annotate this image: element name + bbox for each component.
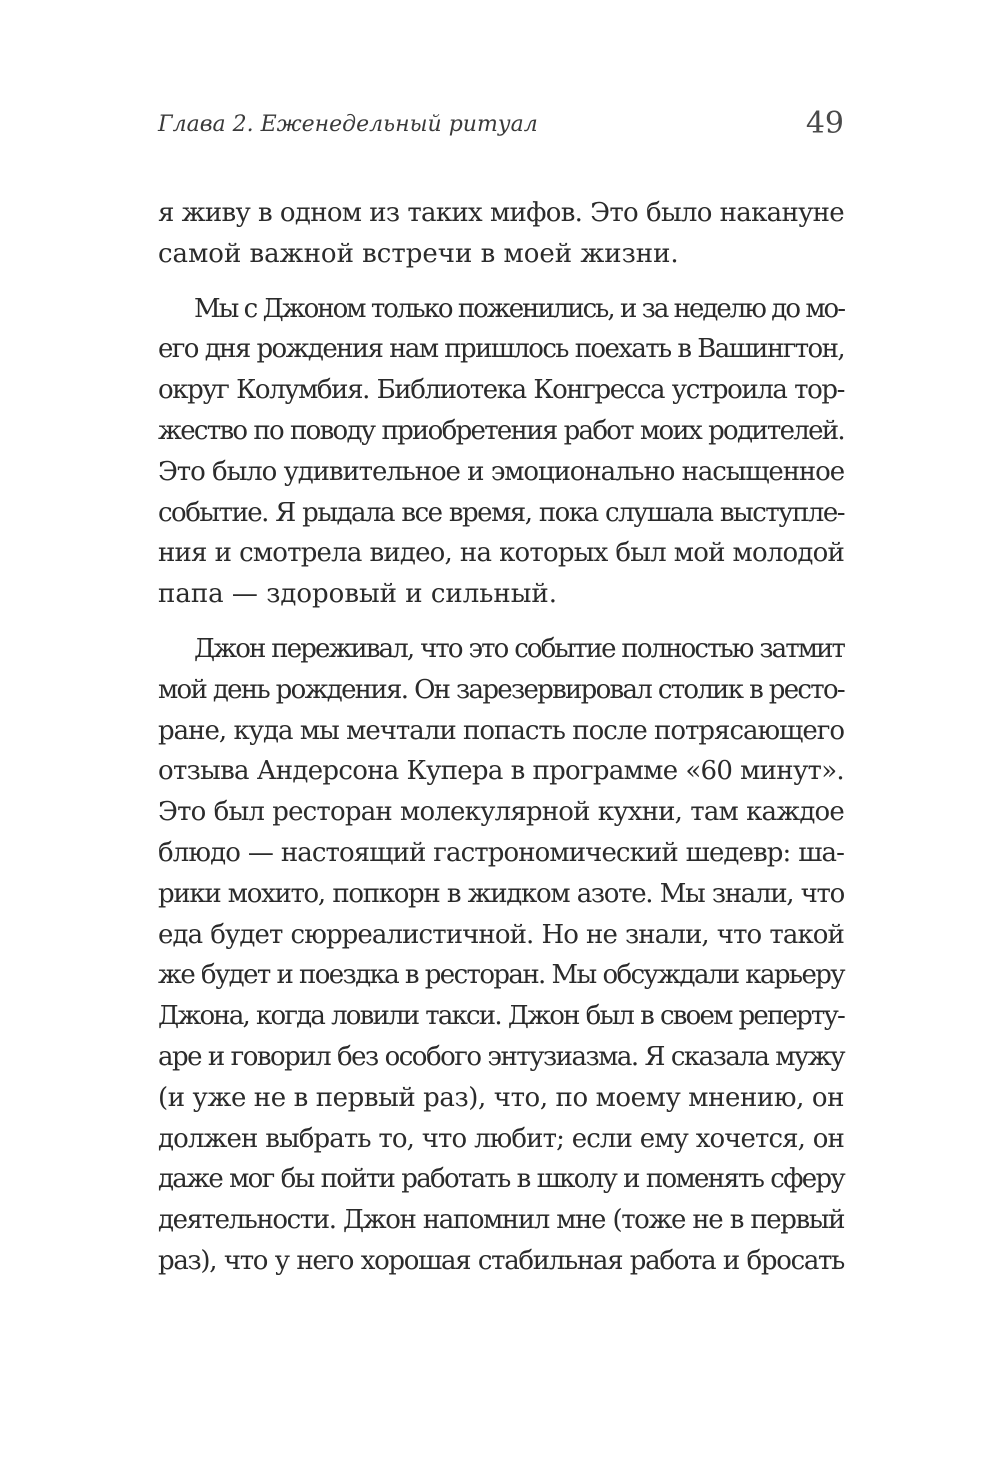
text-line: его дня рождения нам пришлось поехать в Вашингтон,	[158, 334, 844, 365]
text-line: блюдо — настоящий гастрономический шедевр: ша-	[158, 837, 844, 868]
text-line: деятельности. Джон напомнил мне (тоже не в первый	[158, 1205, 844, 1236]
running-head: Глава 2. Еженедельный ритуал	[158, 112, 538, 137]
text-line: Джона, когда ловили такси. Джон был в своем реперту-	[158, 1001, 844, 1032]
text-line: рики мохито, попкорн в жидком азоте. Мы знали, что	[158, 878, 844, 909]
text-line: же будет и поездка в ресторан. Мы обсуждали карьеру	[158, 960, 844, 991]
paragraph	[158, 629, 844, 1282]
text-line: самой важной встречи в моей жизни.	[158, 238, 679, 269]
page-number: 49	[805, 106, 844, 141]
text-line: Это было удивительное и эмоционально насыщенное	[158, 456, 844, 487]
text-line: событие. Я рыдала все время, пока слушала выступле-	[158, 497, 844, 528]
text-line: округ Колумбия. Библиотека Конгресса устроила тор-	[158, 375, 844, 406]
paragraph	[158, 289, 844, 615]
text-line: Это был ресторан молекулярной кухни, там каждое	[158, 797, 844, 828]
text-line: аре и говорил без особого энтузиазма. Я сказала мужу	[158, 1041, 844, 1072]
text-line: (и уже не в первый раз), что, по моему мнению, он	[158, 1082, 844, 1113]
text-line: мой день рождения. Он зарезервировал столик в ресто-	[158, 674, 844, 705]
text-line: я живу в одном из таких мифов. Это было накануне	[158, 198, 844, 228]
text-line: ния и смотрела видео, на которых был мой молодой	[158, 538, 844, 569]
text-line: жество по поводу приобретения работ моих родителей.	[158, 415, 844, 446]
text-line: должен выбрать то, что любит; если ему хочется, он	[158, 1123, 844, 1154]
text-line: отзыва Андерсона Купера в программе «60 минут».	[158, 756, 844, 787]
text-line: еда будет сюрреалистичной. Но не знали, что такой	[158, 919, 844, 950]
body-text	[158, 193, 844, 1282]
text-line: папа — здоровый и сильный.	[158, 579, 558, 610]
text-line: Джон переживал, что это событие полностью затмит	[194, 633, 844, 664]
text-line: Мы с Джоном только поженились, и за неделю до мо-	[194, 293, 844, 324]
paragraph	[158, 193, 844, 275]
text-line: даже мог бы пойти работать в школу и поменять сферу	[158, 1164, 844, 1195]
text-line: раз), что у него хорошая стабильная работа и бросать	[158, 1245, 844, 1276]
text-line: ране, куда мы мечтали попасть после потрясающего	[158, 715, 844, 746]
